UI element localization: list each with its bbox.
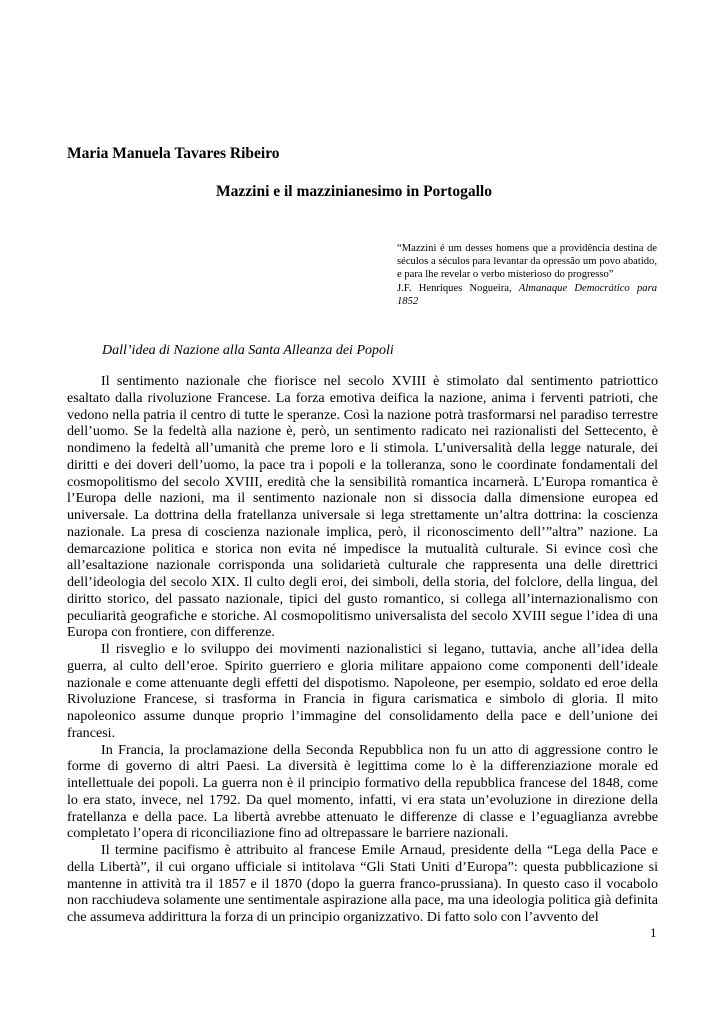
paragraph: Il termine pacifismo è attribuito al francese Emile Arnaud, presidente della “Lega della Pace e della Libertà”, il cui organo ufficiale si intitolava “Gli Stati Uniti d’Europa”: questa pubblicazione si mantenne in attività tra il 1857 e il 1870 (dopo la guerra franco-prussiana). In questo caso il vocabolo non racchiudeva solamente une sentimentale aspirazione alla pace, ma una ideologia politica già definita che assumeva addirittura la forza di un principio organizzativo. Di fatto solo con l’avvento del: [67, 842, 658, 925]
page-number: 1: [650, 925, 657, 940]
body-text: [67, 373, 658, 926]
author-name: Maria Manuela Tavares Ribeiro: [67, 145, 280, 162]
epigraph-attribution: [397, 282, 657, 308]
epigraph-attribution-author: J.F. Henriques Nogueira,: [397, 282, 512, 294]
paper-title: Mazzini e il mazzinianesimo in Portogallo: [216, 183, 492, 200]
section-heading: Dall’idea di Nazione alla Santa Alleanza dei Popoli: [102, 343, 394, 358]
epigraph-quote: “Mazzini é um desses homens que a providência destina de séculos a séculos para levantar da opressão um povo abatido, e para lhe revelar o verbo misterioso do progresso”: [397, 243, 657, 281]
epigraph: [397, 242, 657, 308]
paragraph: Il sentimento nazionale che fiorisce nel secolo XVIII è stimolato dal sentimento patriottico esaltato dalla rivoluzione Francese. La forza emotiva deifica la nazione, anima i ferventi patrioti, che vedono nella patria il centro di tutte le speranze. Così la nazione potrà trasformarsi nel paradiso terrestre dell’uomo. Se la fedeltà alla nazione è, però, un sentimento radicato nei razionalisti del Settecento, è nondimeno la fedeltà all’umanità che preme loro e li stimola. L’universalità della legge naturale, dei diritti e dei doveri dell’uomo, la pace tra i popoli e la tolleranza, sono le coordinate fondamentali del cosmopolitismo del secolo XVIII, eredità che la sensibilità romantica incarnerà. L’Europa romantica è l’Europa delle nazioni, ma il sentimento nazionale non si dissocia dalla dimensione europea ed universale. La dottrina della fratellanza universale si lega strettamente un’altra dottrina: la coscienza nazionale. La presa di coscienza nazionale implica, però, il riconoscimento dell’”altra” nazione. La demarcazione politica e storica non evita né impedisce la mutualità culturale. Si evince così che all’esaltazione nazionale corrisponda una solidarietà culturale che rappresenta una delle direttrici dell’ideologia del secolo XIX. Il culto degli eroi, dei simboli, della storia, del folclore, della lingua, del diritto storico, del passato nazionale, tipici del gusto romantico, si collega all’internazionalismo con peculiarità geografiche e storiche. Al cosmopolitismo universalista del secolo XVIII segue l’idea di una Europa con frontiere, con differenze.: [67, 373, 658, 641]
paragraph: In Francia, la proclamazione della Seconda Repubblica non fu un atto di aggressione contro le forme di governo di altri Paesi. La diversità è legittima come lo è la differenziazione morale ed intellettuale dei popoli. La guerra non è il principio formativo della repubblica francese del 1848, come lo era stato, invece, nel 1792. Da quel momento, infatti, vi era stata un’evoluzione in direzione della fratellanza e della pace. La libertà avrebbe attenuato le differenze di classe e l’eguaglianza avrebbe completato l’opera di riconciliazione fino ad oltrepassare le barriere nazionali.: [67, 741, 658, 842]
epigraph-attribution-work: Almanaque Democrático para 1852: [397, 282, 657, 307]
paragraph: Il risveglio e lo sviluppo dei movimenti nazionalistici si legano, tuttavia, anche all’idea della guerra, al culto dell’eroe. Spirito guerriero e gloria militare appaiono come componenti dell’ideale nazionale e come attenuante degli effetti del dispotismo. Napoleone, per esempio, soldato ed eroe della Rivoluzione Francese, si trasforma in Francia in figura carismatica e simbolo di gloria. Il mito napoleonico assume dunque proprio l’immagine del consolidamento della pace e dell’unione dei francesi.: [67, 641, 658, 741]
